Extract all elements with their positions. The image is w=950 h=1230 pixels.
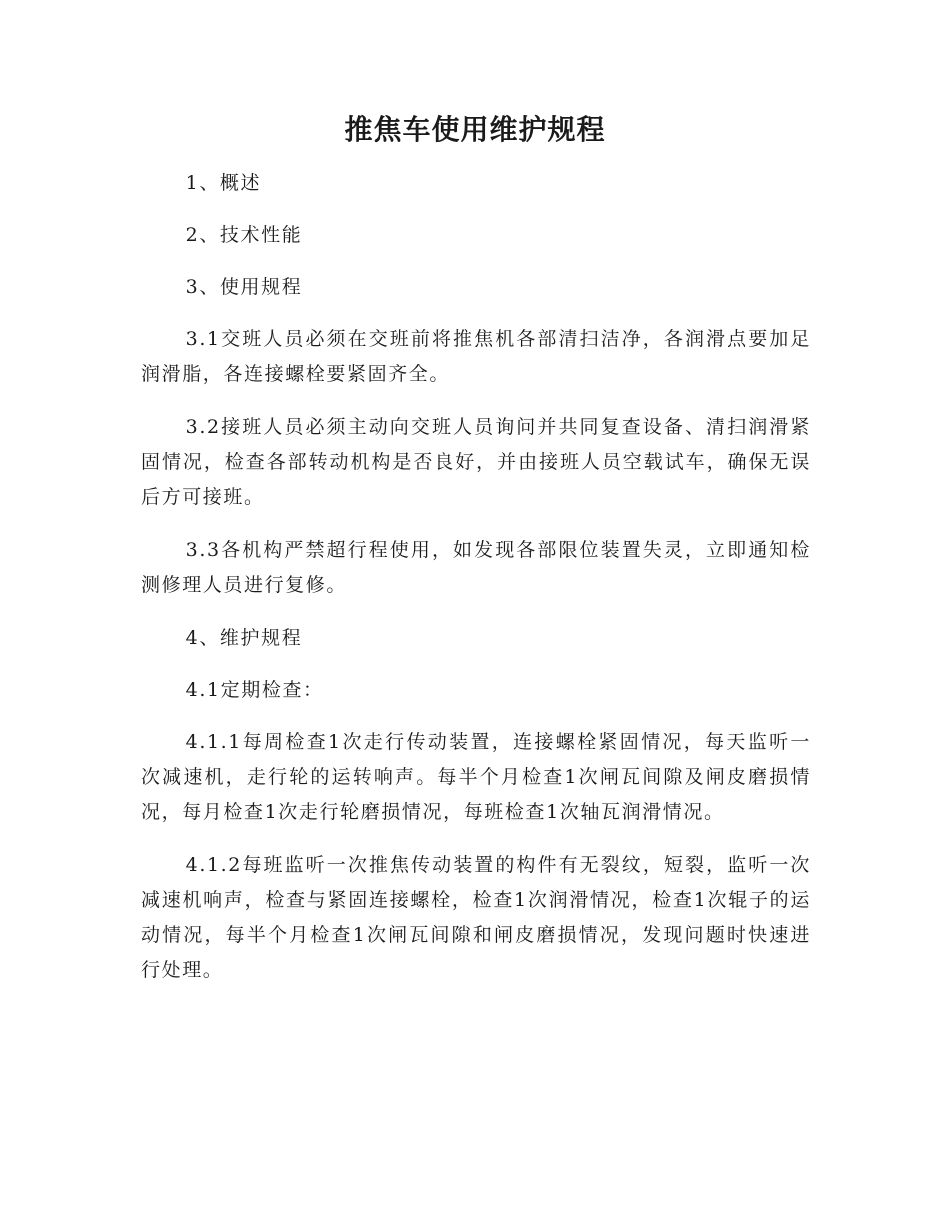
paragraph-3-2: 3.2接班人员必须主动向交班人员询问并共同复查设备、清扫润滑紧固情况，检查各部转动机构是否良好，并由接班人员空载试车，确保无误后方可接班。 bbox=[141, 416, 811, 508]
subsection-heading-inspection: 4.1定期检查： bbox=[185, 679, 324, 701]
document-title: 推焦车使用维护规程 bbox=[344, 113, 606, 146]
paragraph-3-1: 3.1交班人员必须在交班前将推焦机各部清扫洁净，各润滑点要加足润滑脂，各连接螺栓要紧固齐全。 bbox=[141, 328, 811, 385]
section-heading-usage: 3、使用规程 bbox=[185, 276, 303, 298]
section-heading-overview: 1、概述 bbox=[185, 172, 262, 194]
paragraph-4-1-1: 4.1.1每周检查1次走行传动装置，连接螺栓紧固情况，每天监听一次减速机，走行轮的运转响声。每半个月检查1次闸瓦间隙及闸皮磨损情况，每月检查1次走行轮磨损情况，每班检查1次轴瓦润滑情况。 bbox=[141, 731, 811, 823]
document-body bbox=[141, 166, 811, 1006]
section-heading-maintenance: 4、维护规程 bbox=[185, 627, 303, 649]
paragraph-3-3: 3.3各机构严禁超行程使用，如发现各部限位装置失灵，立即通知检测修理人员进行复修。 bbox=[141, 539, 811, 596]
paragraph-4-1-2: 4.1.2每班监听一次推焦传动装置的构件有无裂纹，短裂，监听一次减速机响声，检查与紧固连接螺栓，检查1次润滑情况，检查1次辊子的运动情况，每半个月检查1次闸瓦间隙和闸皮磨损情况，发现问题时快速进行处理。 bbox=[141, 854, 811, 981]
section-heading-performance: 2、技术性能 bbox=[185, 224, 303, 246]
